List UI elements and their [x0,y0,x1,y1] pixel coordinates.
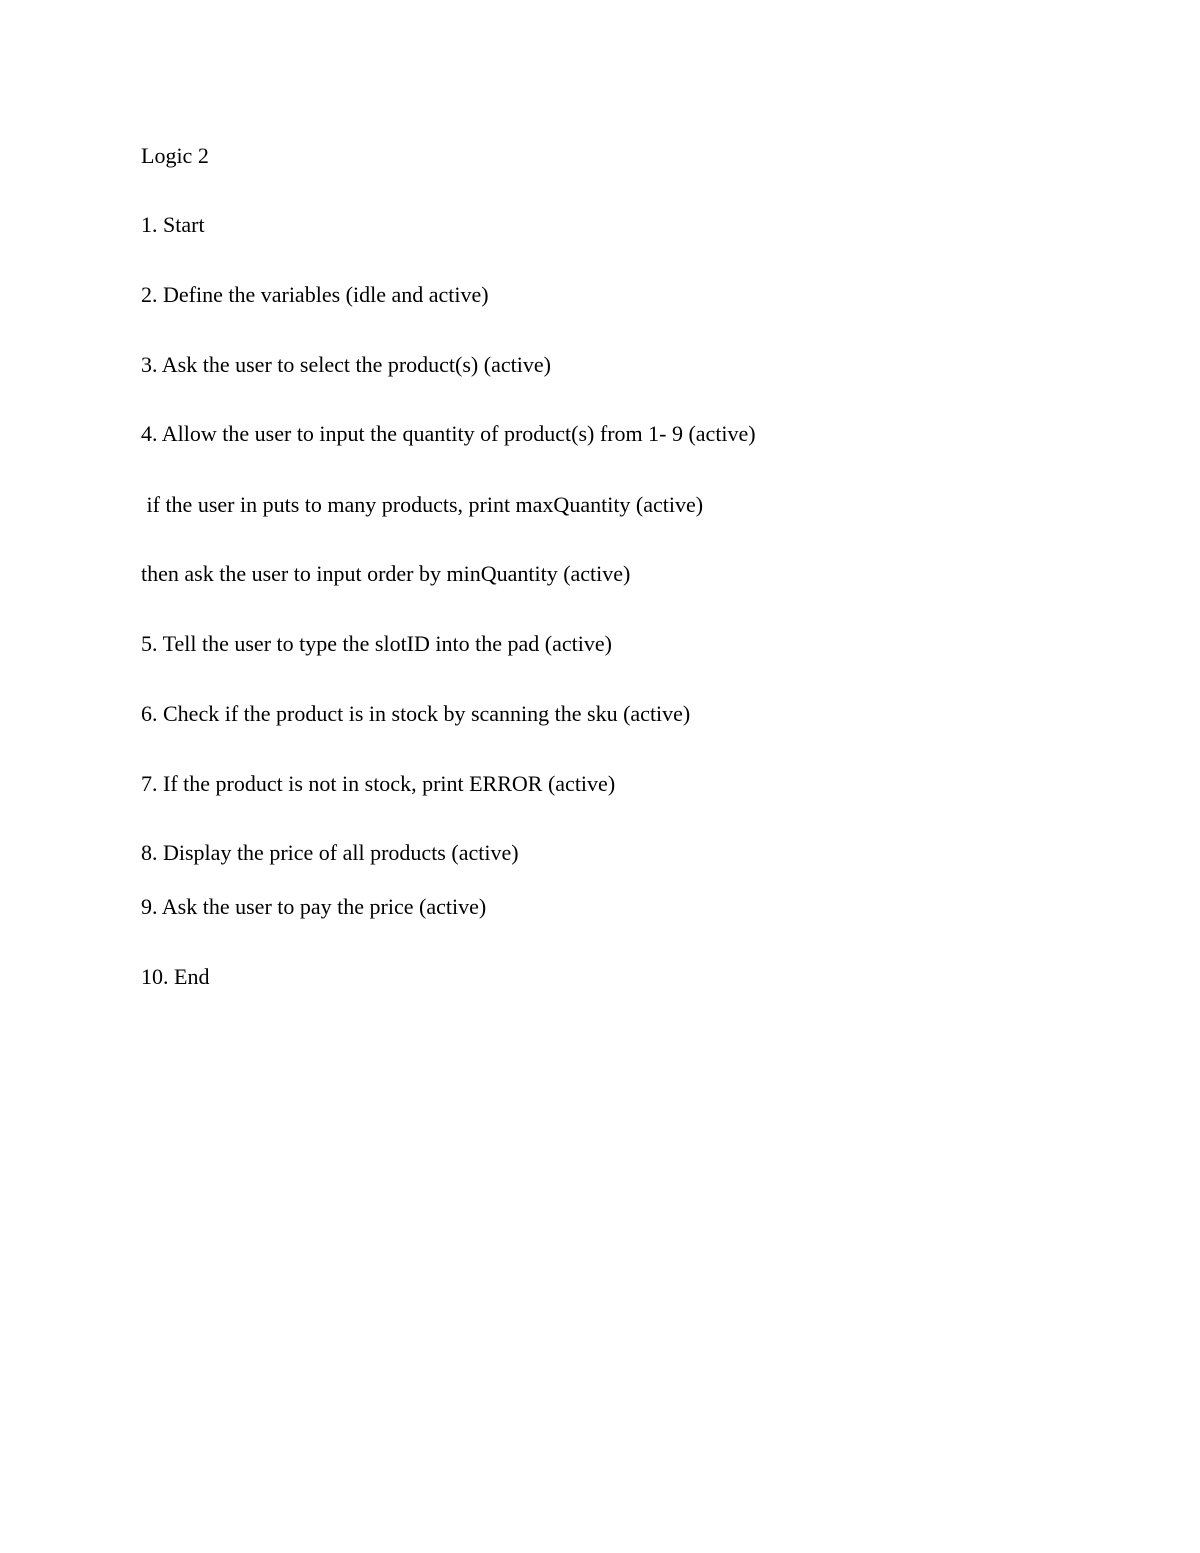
step-3-select-product: 3. Ask the user to select the product(s) (active) [141,352,551,377]
step-4-condition-min-quantity: then ask the user to input order by minQuantity (active) [141,561,631,586]
step-4-condition-max-quantity: if the user in puts to many products, print maxQuantity (active) [141,492,704,517]
document-title: Logic 2 [141,143,209,168]
step-9-pay-price: 9. Ask the user to pay the price (active) [141,894,487,919]
step-7-print-error: 7. If the product is not in stock, print ERROR (active) [141,771,616,796]
step-6-check-stock: 6. Check if the product is in stock by scanning the sku (active) [141,701,691,726]
step-10-end: 10. End [141,964,210,989]
step-2-define-variables: 2. Define the variables (idle and active) [141,282,489,307]
step-1-start: 1. Start [141,212,205,237]
step-8-display-price: 8. Display the price of all products (active) [141,840,519,865]
step-5-type-slot-id: 5. Tell the user to type the slotID into the pad (active) [141,631,612,656]
step-4-input-quantity: 4. Allow the user to input the quantity of product(s) from 1- 9 (active) [141,421,756,446]
